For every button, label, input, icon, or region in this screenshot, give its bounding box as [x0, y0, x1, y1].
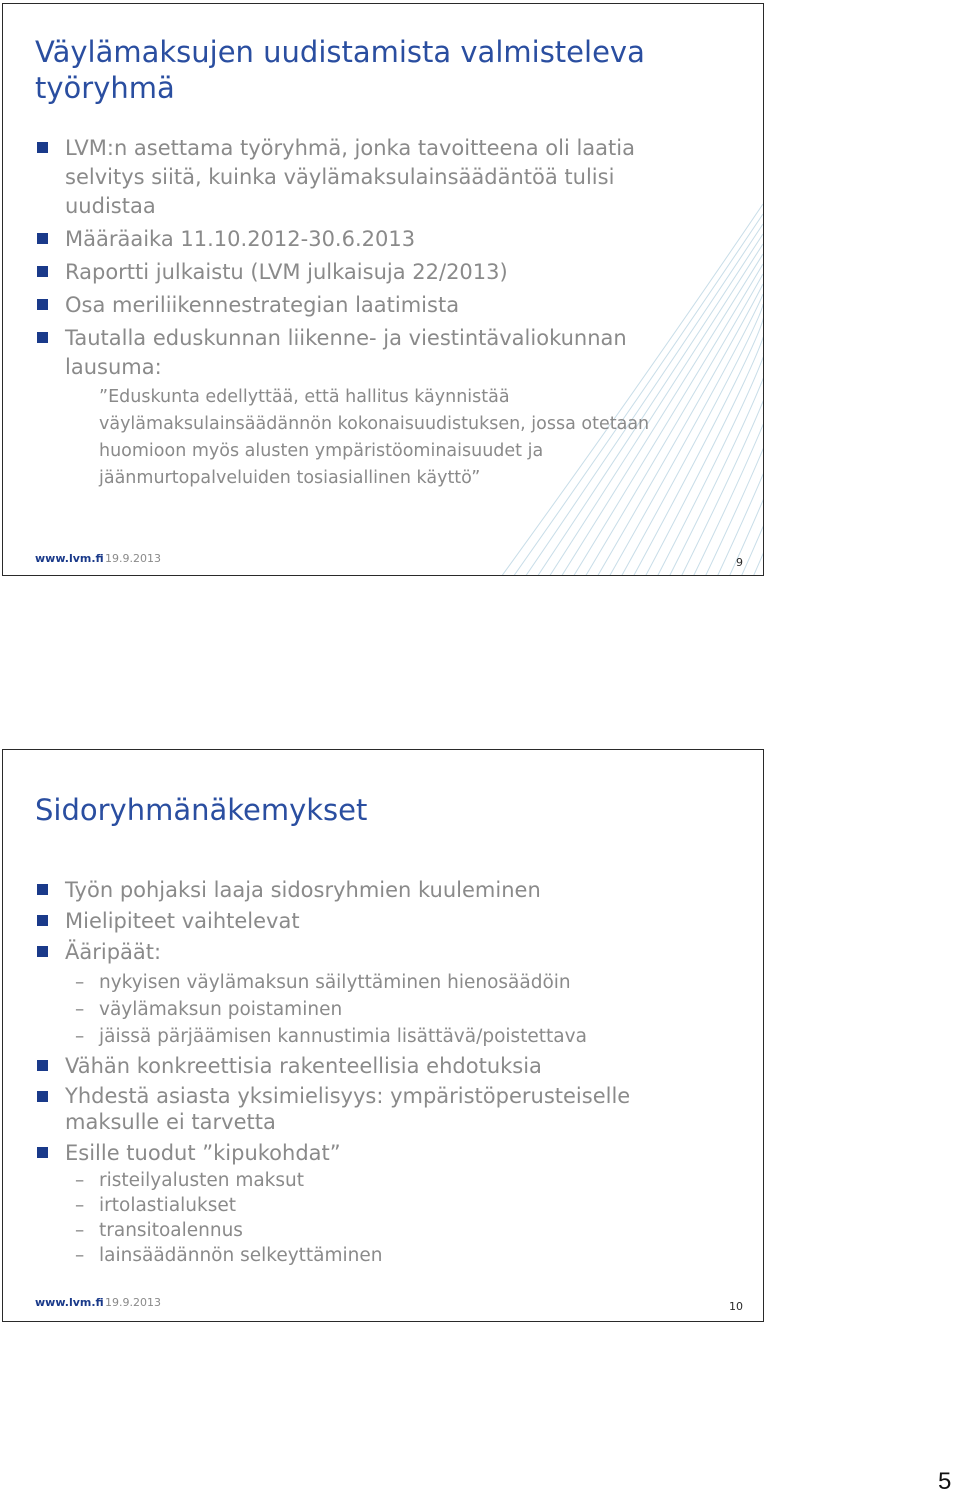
bullet-list — [37, 876, 708, 1268]
dash-icon: – — [75, 1170, 85, 1191]
bullet-item: Määräaika 11.10.2012-30.6.2013 — [37, 225, 708, 254]
sub-item: – risteilyalusten maksut — [75, 1170, 305, 1191]
decorative-curve — [753, 363, 763, 576]
dash-icon: – — [75, 1245, 85, 1266]
sub-item: – lainsäädännön selkeyttäminen — [75, 1245, 383, 1266]
dash-icon: – — [75, 1220, 85, 1241]
slide-title: Väylämaksujen uudistamista valmisteleva työryhmä — [35, 35, 645, 105]
footer-date: 19.9.2013 — [105, 552, 161, 565]
bullet-item: Yhdestä asiasta yksimielisyys: ympäristöperusteiselle maksulle ei tarvetta — [37, 1083, 708, 1135]
bullet-item: LVM:n asettama työryhmä, jonka tavoitteena oli laatia selvitys siitä, kuinka väylämaksulainsäädäntöä tulisi uudistaa — [37, 134, 708, 221]
slide-title: Sidoryhmänäkemykset — [35, 793, 368, 827]
slide-9 — [2, 3, 764, 576]
slide-10 — [2, 749, 764, 1322]
sub-item: – transitoalennus — [75, 1220, 243, 1241]
decorative-curve — [741, 361, 763, 576]
page-number: 5 — [938, 1468, 952, 1495]
bullet-item: Tautalla eduskunnan liikenne- ja viestintävaliokunnan lausuma: — [37, 324, 708, 382]
footer-url: www.lvm.fi — [35, 552, 104, 565]
bullet-item: Osa meriliikennestrategian laatimista — [37, 291, 708, 320]
bullet-item: Esille tuodut ”kipukohdat” — [37, 1139, 708, 1168]
slide-number: 9 — [736, 556, 743, 569]
decorative-curve — [717, 355, 763, 576]
bullet-item: Mielipiteet vaihtelevat — [37, 907, 708, 936]
dash-icon: – — [75, 972, 85, 993]
square-bullet-icon — [37, 915, 48, 926]
decorative-curve — [705, 352, 763, 576]
dash-icon: – — [75, 999, 85, 1020]
dash-icon: – — [75, 1195, 85, 1216]
square-bullet-icon — [37, 142, 48, 153]
square-bullet-icon — [37, 1060, 48, 1071]
square-bullet-icon — [37, 1091, 48, 1102]
bullet-item: Työn pohjaksi laaja sidosryhmien kuuleminen — [37, 876, 708, 905]
square-bullet-icon — [37, 332, 48, 343]
bullet-item: Vähän konkreettisia rakenteellisia ehdotuksia — [37, 1052, 708, 1081]
quoted-statement: ”Eduskunta edellyttää, että hallitus käynnistää väylämaksulainsäädännön kokonaisuudistuksen, jossa otetaan huomioon myös alusten ympäristöominaisuudet ja jäänmurtopalveluiden tosiasiallinen käyttö” — [99, 387, 650, 488]
footer-url: www.lvm.fi — [35, 1296, 104, 1309]
sub-item: – jäissä pärjäämisen kannustimia lisättävä/poistettava — [37, 1023, 708, 1050]
square-bullet-icon — [37, 946, 48, 957]
slide-number: 10 — [729, 1300, 743, 1313]
square-bullet-icon — [37, 884, 48, 895]
bullet-list — [37, 134, 708, 492]
square-bullet-icon — [37, 1147, 48, 1158]
sub-item: – väylämaksun poistaminen — [37, 996, 708, 1023]
bullet-item: Ääripäät: — [37, 938, 708, 967]
sub-item: – nykyisen väylämaksun säilyttäminen hienosäädöin — [37, 969, 708, 996]
footer-date: 19.9.2013 — [105, 1296, 161, 1309]
square-bullet-icon — [37, 266, 48, 277]
bullet-item: Raportti julkaistu (LVM julkaisuja 22/2013) — [37, 258, 708, 287]
dash-icon: – — [75, 1026, 85, 1047]
decorative-curve — [729, 358, 763, 576]
square-bullet-icon — [37, 299, 48, 310]
sub-item: – irtolastialukset — [75, 1195, 237, 1216]
square-bullet-icon — [37, 233, 48, 244]
